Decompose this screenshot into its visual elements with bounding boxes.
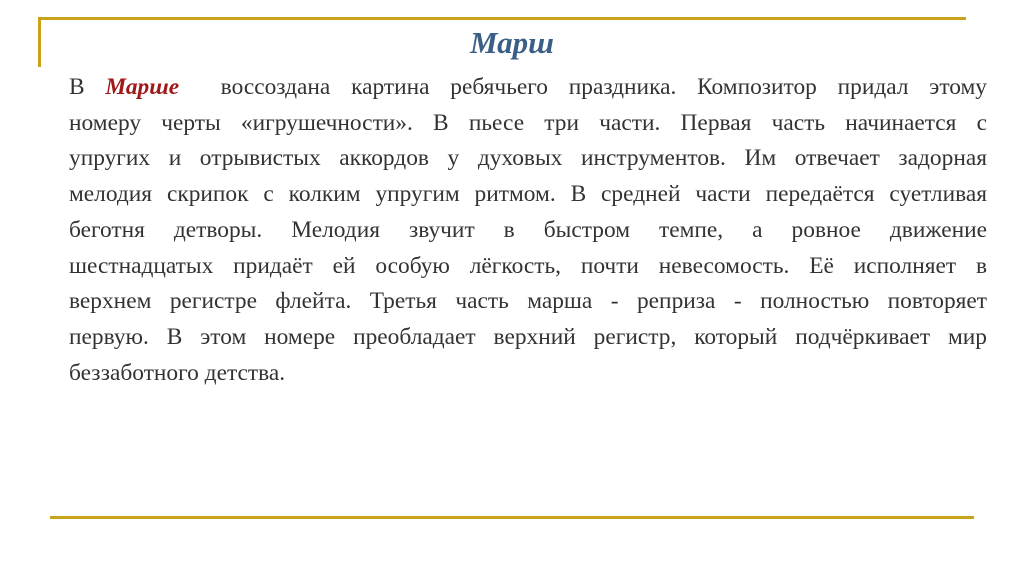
- paragraph-line: верхнем регистре флейта. Третья часть марша - реприза - полностью повторяет: [69, 288, 987, 315]
- top-decorative-rule: [38, 17, 966, 20]
- paragraph-line: первую. В этом номере преобладает верхний регистр, который подчёркивает мир: [69, 323, 987, 350]
- paragraph-line: [69, 70, 987, 106]
- paragraph-line: номеру черты «игрушечности». В пьесе три части. Первая часть начинается с: [69, 109, 987, 136]
- paragraph-line: упругих и отрывистых аккордов у духовых инструментов. Им отвечает задорная: [69, 145, 987, 172]
- line-prefix: В: [69, 74, 106, 100]
- line-suffix: воссоздана картина ребячьего праздника. Композитор придал этому: [179, 74, 988, 100]
- paragraph-line: беготня детворы. Мелодия звучит в быстром темпе, а ровное движение: [69, 216, 987, 243]
- paragraph-line: беззаботного детства.: [69, 359, 286, 386]
- paragraph-line: мелодия скрипок с колким упругим ритмом. В средней части передаётся суетливая: [69, 181, 987, 208]
- slide-title: Марш: [470, 25, 554, 60]
- highlighted-term: Марше: [105, 74, 180, 100]
- paragraph-line: шестнадцатых придаёт ей особую лёгкость, почти невесомость. Её исполняет в: [69, 252, 987, 279]
- bottom-decorative-rule: [50, 516, 974, 519]
- body-paragraph: [69, 70, 987, 391]
